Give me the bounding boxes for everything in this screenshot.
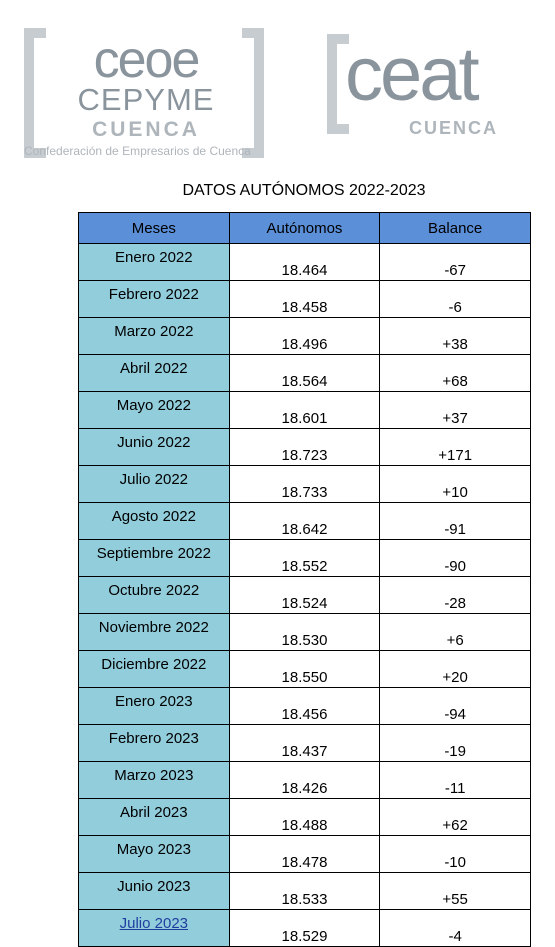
cell-mes [79,799,230,836]
month-label: Febrero 2023 [108,730,199,747]
cell-balance: -4 [380,910,531,947]
cell-mes [79,762,230,799]
month-label: Abril 2022 [120,360,188,377]
month-link[interactable]: Julio 2023 [119,915,189,932]
cell-autonomos: 18.426 [229,762,380,799]
table-row [79,355,531,392]
table-row [79,540,531,577]
header-meses: Meses [79,213,230,244]
table-row [79,281,531,318]
table-row [79,392,531,429]
table-row [79,318,531,355]
cell-mes [79,318,230,355]
cell-balance: +62 [380,799,531,836]
cell-balance: -11 [380,762,531,799]
table-row [79,910,531,947]
logo-cuenca-text: CUENCA [92,118,200,141]
table-row [79,873,531,910]
cell-mes [79,244,230,281]
cell-balance: -94 [380,688,531,725]
month-label: Septiembre 2022 [96,545,211,562]
cell-autonomos: 18.564 [229,355,380,392]
table-row [79,429,531,466]
cell-balance: +38 [380,318,531,355]
cell-balance: +55 [380,873,531,910]
page-title: DATOS AUTÓNOMOS 2022-2023 [182,182,426,199]
table-row [79,577,531,614]
cell-autonomos: 18.478 [229,836,380,873]
month-label: Enero 2023 [115,693,193,710]
table-row [79,725,531,762]
table-row [79,836,531,873]
cell-mes [79,540,230,577]
month-label: Junio 2023 [117,878,191,895]
cell-autonomos: 18.530 [229,614,380,651]
month-label: Abril 2023 [120,804,188,821]
logo-ceat-text: ceat [345,32,477,117]
table-row [79,503,531,540]
logo-bracket-left [24,28,46,158]
cell-mes [79,651,230,688]
month-label: Marzo 2023 [114,767,194,784]
cell-autonomos: 18.524 [229,577,380,614]
table-row [79,762,531,799]
cell-autonomos: 18.642 [229,503,380,540]
month-label: Diciembre 2022 [101,656,207,673]
month-label: Junio 2022 [117,434,191,451]
cell-autonomos: 18.488 [229,799,380,836]
cell-balance: -19 [380,725,531,762]
cell-balance: +20 [380,651,531,688]
cell-balance: +6 [380,614,531,651]
logo-bracket-right [242,28,264,158]
cell-balance: -6 [380,281,531,318]
autonomos-table [78,212,531,947]
month-label: Mayo 2023 [116,841,191,858]
cell-autonomos: 18.723 [229,429,380,466]
cell-mes [79,836,230,873]
logo-cuenca-text: CUENCA [409,118,499,138]
cell-autonomos: 18.550 [229,651,380,688]
cell-balance: -67 [380,244,531,281]
cell-mes [79,873,230,910]
cell-mes[interactable] [79,910,230,947]
table-header-row [79,213,531,244]
cell-balance: +10 [380,466,531,503]
cell-mes [79,688,230,725]
logo-cepyme-text: CEPYME [77,82,215,117]
cell-balance: +37 [380,392,531,429]
cell-autonomos: 18.552 [229,540,380,577]
cell-balance: -91 [380,503,531,540]
month-label: Agosto 2022 [111,508,196,525]
header-balance: Balance [380,213,531,244]
table-row [79,466,531,503]
cell-autonomos: 18.458 [229,281,380,318]
month-label: Mayo 2022 [116,397,191,414]
ceat-logo [327,34,555,138]
cell-autonomos: 18.437 [229,725,380,762]
cell-mes [79,503,230,540]
header-autonomos: Autónomos [229,213,380,244]
month-label: Enero 2022 [115,249,193,266]
cell-balance: +68 [380,355,531,392]
table-body [79,244,531,947]
ceoe-cepyme-logo [24,28,268,160]
table-row [79,799,531,836]
month-label: Noviembre 2022 [98,619,209,636]
logo-ceoe-text: ceoe [93,31,199,89]
cell-autonomos: 18.496 [229,318,380,355]
cell-autonomos: 18.533 [229,873,380,910]
table-row [79,614,531,651]
cell-mes [79,614,230,651]
cell-mes [79,392,230,429]
cell-mes [79,429,230,466]
cell-balance: -28 [380,577,531,614]
cell-autonomos: 18.733 [229,466,380,503]
cell-autonomos: 18.464 [229,244,380,281]
cell-mes [79,355,230,392]
month-label: Octubre 2022 [108,582,200,599]
month-label: Febrero 2022 [108,286,199,303]
cell-autonomos: 18.456 [229,688,380,725]
month-label: Marzo 2022 [114,323,194,340]
cell-balance: -10 [380,836,531,873]
table-row [79,651,531,688]
logo-tagline: Confederación de Empresarios de Cuenca [24,144,251,158]
cell-mes [79,281,230,318]
cell-mes [79,577,230,614]
cell-autonomos: 18.529 [229,910,380,947]
cell-balance: +171 [380,429,531,466]
cell-autonomos: 18.601 [229,392,380,429]
month-label: Julio 2022 [119,471,189,488]
table-row [79,244,531,281]
cell-balance: -90 [380,540,531,577]
table-row [79,688,531,725]
cell-mes [79,466,230,503]
cell-mes [79,725,230,762]
